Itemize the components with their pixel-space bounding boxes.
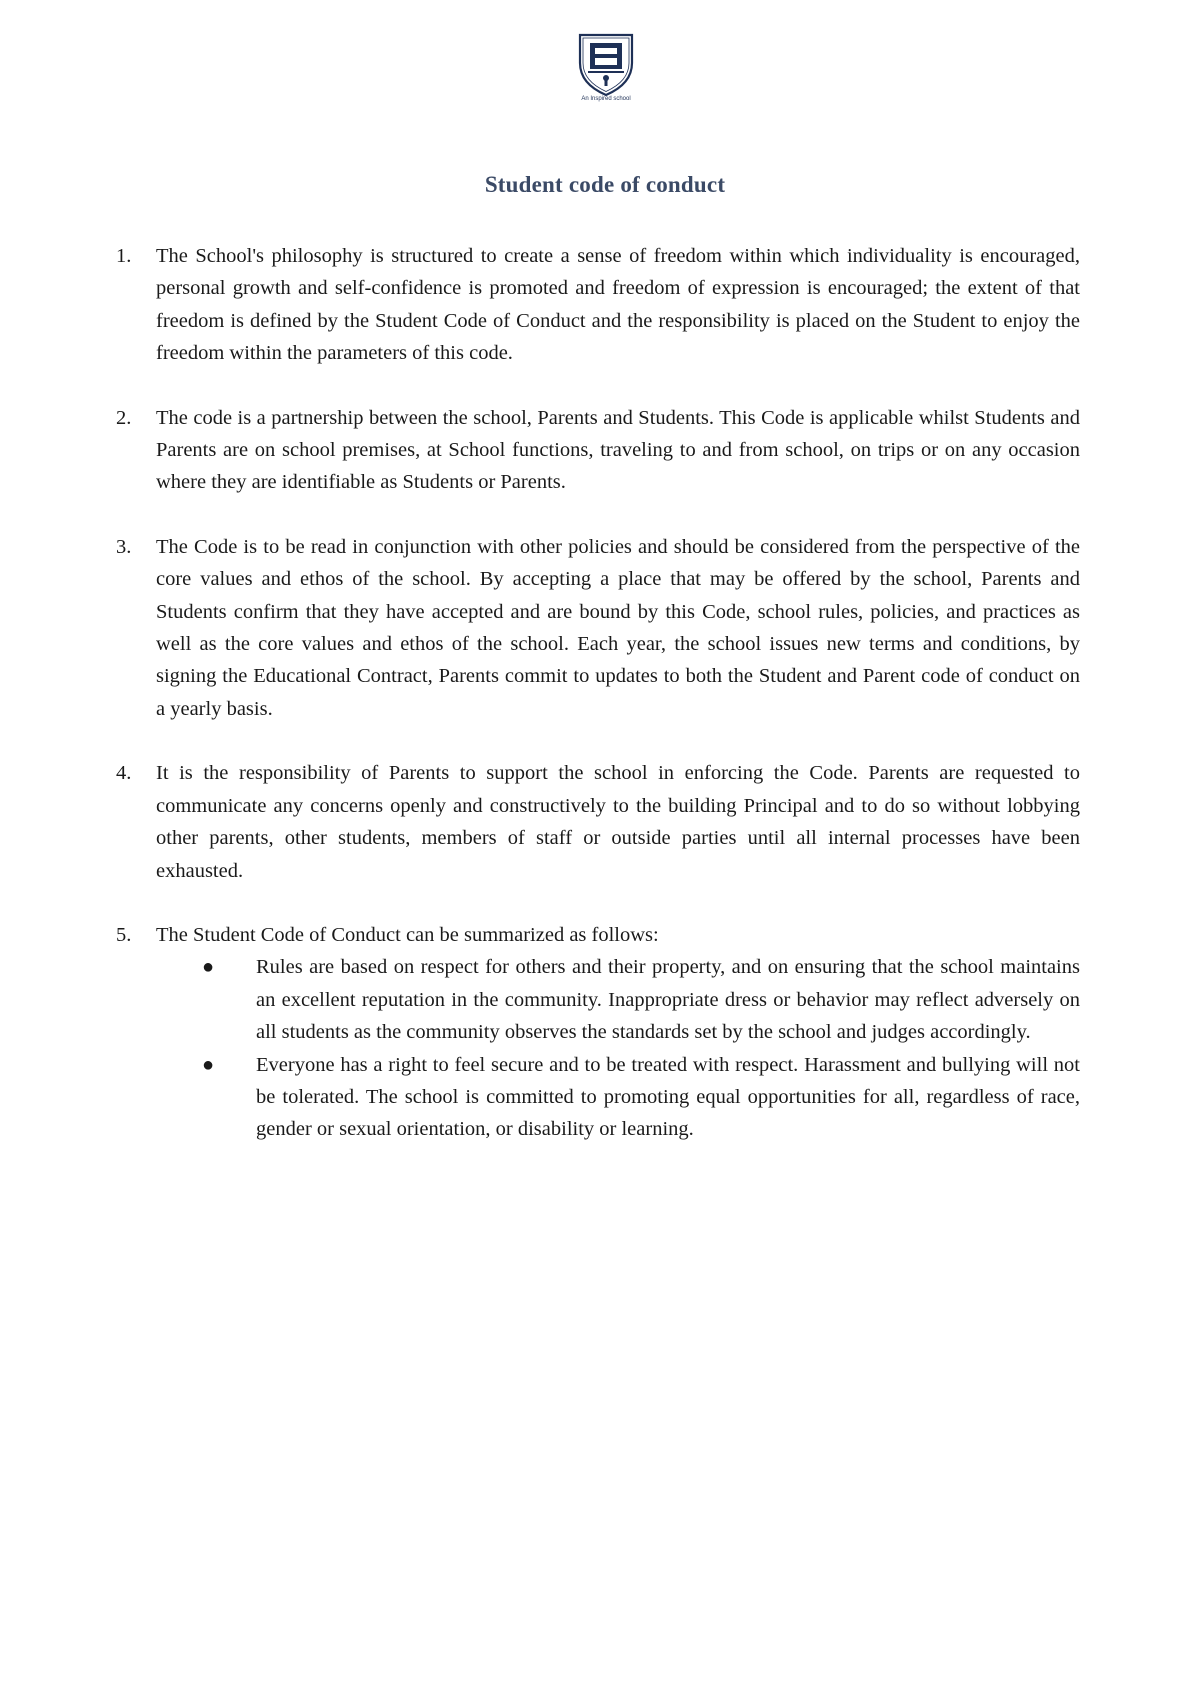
item-text: The Code is to be read in conjunction with other policies and should be considered from the perspective of the core values and ethos of the school. By accepting a place that may be offered by the school, Parents and Students confirm that they have accepted and are bound by this Code, school rules, policies, and practices as well as the core values and ethos of the school. Each year, the school issues new terms and conditions, by signing the Educational Contract, Parents commit to updates to both the Student and Parent code of conduct on a yearly basis. <box>156 535 1080 720</box>
item-text: It is the responsibility of Parents to support the school in enforcing the Code. Parents are requested to communicate any concerns openly and constructively to the building Principal and to do so without lobbying other parents, other students, members of staff or outside parties until all internal processes have been exhausted. <box>156 762 1080 882</box>
item-number: 4. <box>116 762 132 785</box>
item-number: 5. <box>116 923 132 946</box>
list-item <box>116 531 1080 725</box>
school-crest-icon <box>566 33 646 97</box>
bullet-item <box>156 951 1080 1048</box>
bullet-text: Rules are based on respect for others and their property, and on ensuring that the school maintains an excellent reputation in the community. Inappropriate dress or behavior may reflect adversely on all students as the community observes the standards set by the school and judges accordingly. <box>256 956 1080 1044</box>
bullet-list <box>156 951 1080 1145</box>
item-text: The Student Code of Conduct can be summarized as follows: <box>156 923 659 946</box>
item-number: 1. <box>116 245 132 267</box>
list-item <box>116 240 1080 370</box>
bullet-text: Everyone has a right to feel secure and to be treated with respect. Harassment and bullying will not be tolerated. The school is committed to promoting equal opportunities for all, regardless of race, gender or sexual orientation, or disability or learning. <box>256 1053 1080 1141</box>
list-item <box>116 919 1080 1146</box>
item-text: The code is a partnership between the school, Parents and Students. This Code is applicable whilst Students and Parents are on school premises, at School functions, traveling to and from school, on trips or on any occasion where they are identifiable as Students or Parents. <box>156 406 1080 494</box>
item-text: The School's philosophy is structured to create a sense of freedom within which individuality is encouraged, personal growth and self-confidence is promoted and freedom of expression is encouraged; the extent of that freedom is defined by the Student Code of Conduct and the responsibility is placed on the Student to enjoy the freedom within the parameters of this code. <box>156 245 1080 365</box>
item-number: 2. <box>116 406 132 429</box>
list-item <box>116 757 1080 887</box>
page-title: Student code of conduct <box>484 172 726 197</box>
bullet-icon: ● <box>202 956 215 979</box>
item-number: 3. <box>116 535 132 558</box>
logo-tagline: An Inspired school <box>581 96 631 102</box>
bullet-item <box>156 1049 1080 1146</box>
list-item <box>116 402 1080 499</box>
bullet-icon: ● <box>202 1053 215 1076</box>
document-body <box>116 240 1080 1178</box>
